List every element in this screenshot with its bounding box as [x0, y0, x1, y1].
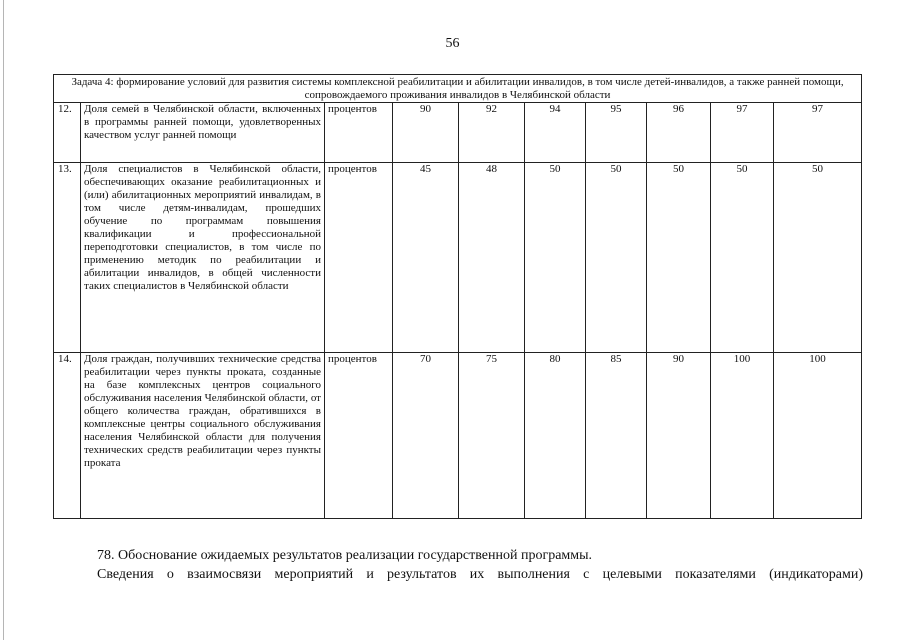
value-cell: 96 [647, 103, 711, 163]
row-number: 14. [54, 353, 81, 519]
table-row [54, 353, 862, 519]
indicators-table [53, 74, 862, 519]
value-cell: 50 [647, 163, 711, 353]
table-row [54, 103, 862, 163]
value-cell: 97 [711, 103, 774, 163]
value-cell: 85 [586, 353, 647, 519]
value-cell: 94 [525, 103, 586, 163]
value-cell: 80 [525, 353, 586, 519]
value-cell: 90 [647, 353, 711, 519]
unit-cell: процентов [325, 163, 393, 353]
value-cell: 48 [459, 163, 525, 353]
indicator-name: Доля семей в Челябинской области, включенных в программы ранней помощи, удовлетворенных качеством услуг ранней помощи [81, 103, 325, 163]
section-78-body-text: Сведения о взаимосвязи мероприятий и результатов их выполнения с целевыми показателями (индикаторами) [97, 567, 863, 582]
value-cell: 95 [586, 103, 647, 163]
value-cell: 90 [393, 103, 459, 163]
indicator-name: Доля граждан, получивших технические средства реабилитации через пункты проката, созданные на базе комплексных центров социального обслуживания населения Челябинской области, от общего количества граждан, обратившихся в комплексные центры социального обслуживания населения Челябинской области для получения технических средств реабилитации через пункты проката [81, 353, 325, 519]
value-cell: 50 [774, 163, 862, 353]
value-cell: 45 [393, 163, 459, 353]
value-cell: 100 [711, 353, 774, 519]
indicator-name: Доля специалистов в Челябинской области, обеспечивающих оказание реабилитационных и (или) абилитационных мероприятий инвалидам, в том числе детям-инвалидам, прошедших обучение по программам повышения квалификации и профессиональной переподготовки специалистов, в том числе по применению методик по реабилитации и абилитации инвалидов, в общей численности таких специалистов в Челябинской области [81, 163, 325, 353]
section-78-heading: 78. Обоснование ожидаемых результатов реализации государственной программы. [97, 548, 593, 563]
value-cell: 50 [586, 163, 647, 353]
task-header: Задача 4: формирование условий для развития системы комплексной реабилитации и абилитации инвалидов, в том числе детей-инвалидов, а также ранней помощи, сопровождаемого проживания инвалидов в Челябинской области [54, 75, 862, 103]
page-edge-line [3, 0, 4, 640]
value-cell: 70 [393, 353, 459, 519]
value-cell: 92 [459, 103, 525, 163]
row-number: 12. [54, 103, 81, 163]
value-cell: 50 [711, 163, 774, 353]
unit-cell: процентов [325, 353, 393, 519]
value-cell: 100 [774, 353, 862, 519]
row-number: 13. [54, 163, 81, 353]
value-cell: 97 [774, 103, 862, 163]
value-cell: 75 [459, 353, 525, 519]
task-header-row [54, 75, 862, 103]
page-number: 56 [445, 36, 460, 51]
value-cell: 50 [525, 163, 586, 353]
unit-cell: процентов [325, 103, 393, 163]
table-row [54, 163, 862, 353]
